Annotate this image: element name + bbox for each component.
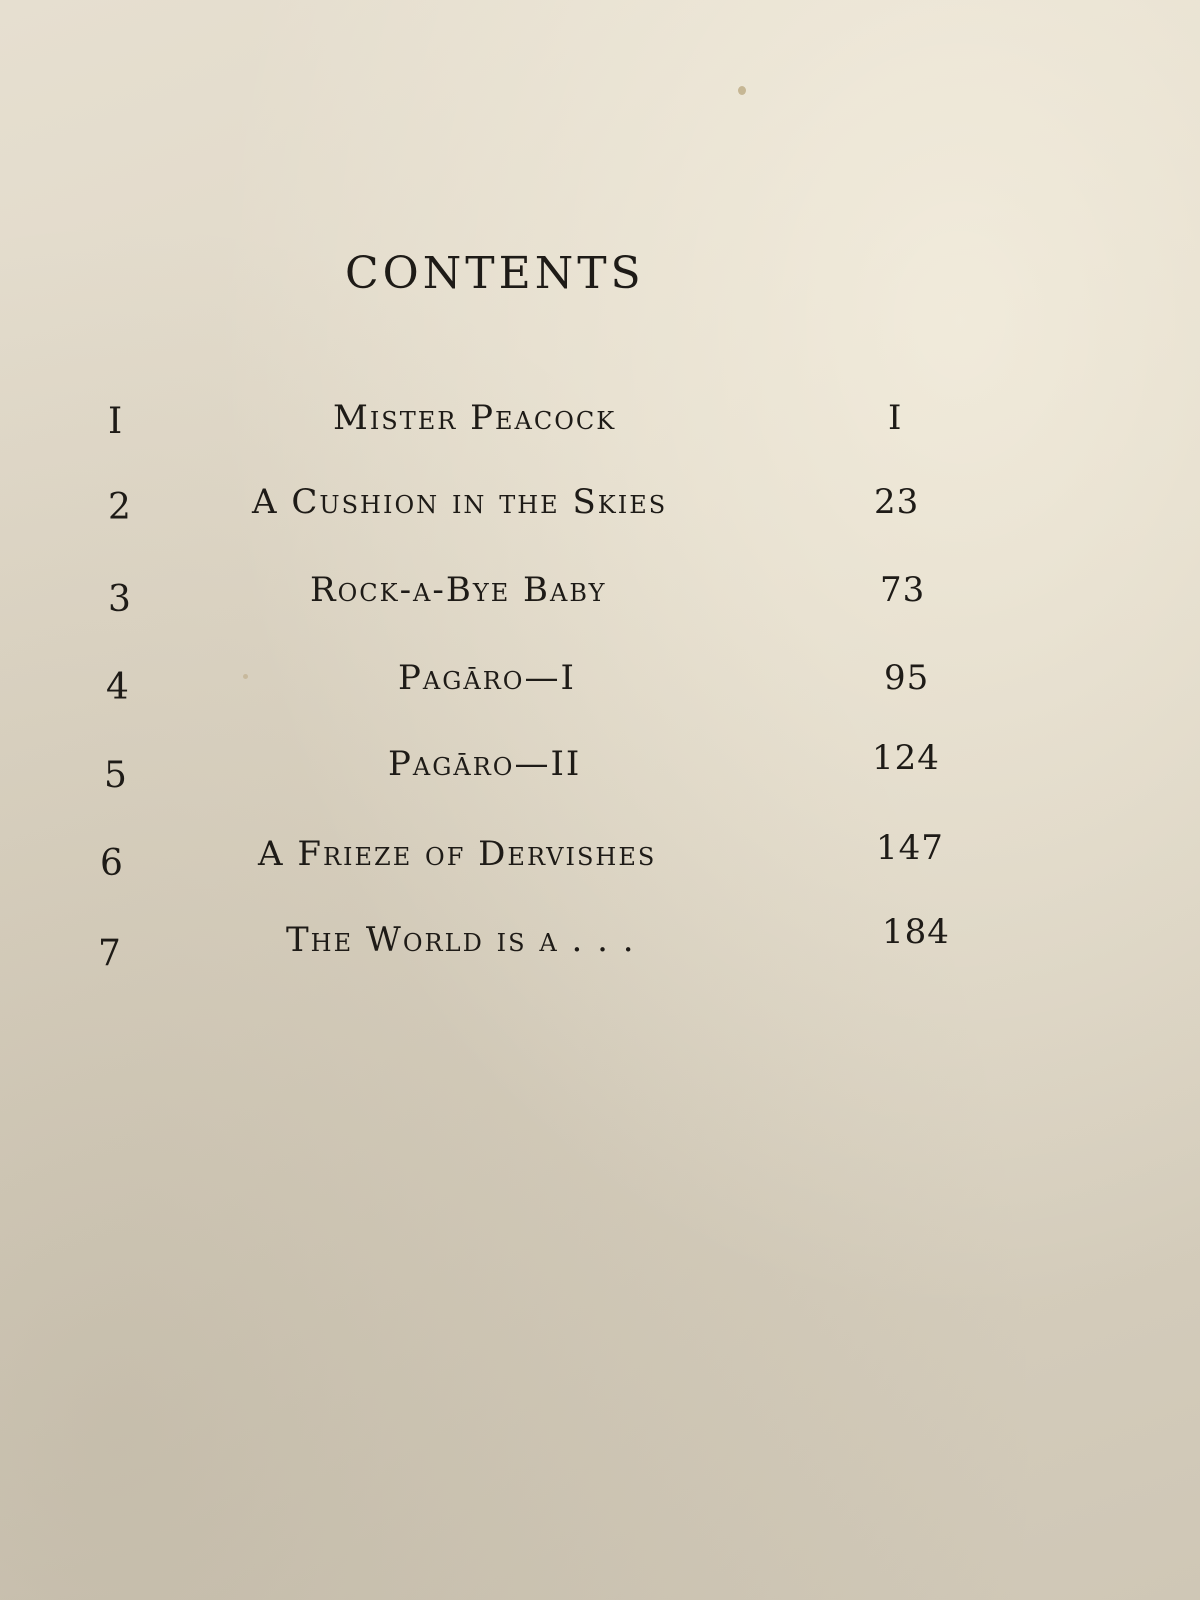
toc-entry (0, 738, 1200, 818)
chapter-title: The World is a . . . (286, 920, 636, 960)
toc-entry (0, 912, 1200, 1004)
chapter-title: Pagāro—I (398, 658, 576, 698)
chapter-number: 7 (98, 933, 121, 974)
chapter-title: Rock-a-Bye Baby (310, 570, 607, 610)
chapter-title: Mister Peacock (333, 398, 617, 438)
chapter-title: A Cushion in the Skies (252, 482, 668, 522)
chapter-title: Pagāro—II (388, 744, 582, 784)
chapter-number: 5 (104, 755, 127, 796)
contents-heading: CONTENTS (345, 248, 645, 299)
chapter-page: 147 (876, 828, 944, 868)
chapter-page: 23 (874, 482, 920, 522)
toc-entry (0, 570, 1200, 638)
toc-entry (0, 398, 1200, 462)
chapter-number: 4 (106, 667, 129, 708)
toc-entry (0, 658, 1200, 728)
chapter-page: 184 (882, 912, 950, 952)
chapter-number: I (108, 401, 123, 442)
chapter-number: 3 (108, 579, 131, 620)
paper-speck (738, 86, 746, 95)
chapter-title: A Frieze of Dervishes (258, 834, 657, 874)
chapter-number: 2 (108, 487, 131, 528)
toc-entry (0, 482, 1200, 548)
chapter-page: 95 (884, 658, 930, 698)
chapter-page: 73 (880, 570, 926, 610)
chapter-number: 6 (100, 843, 123, 884)
toc-entry (0, 828, 1200, 904)
chapter-page: I (888, 398, 903, 438)
chapter-page: 124 (872, 738, 940, 778)
